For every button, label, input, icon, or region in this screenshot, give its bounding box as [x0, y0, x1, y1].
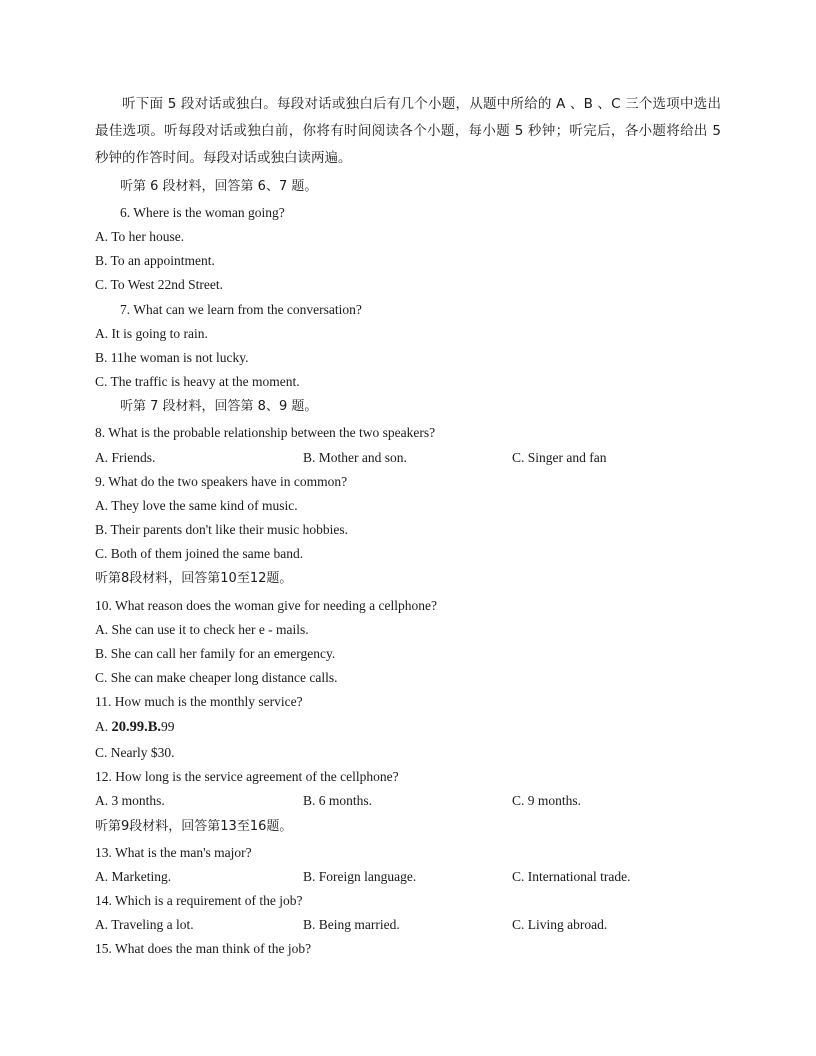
question-8-option-a: A. Friends.: [95, 450, 156, 465]
question-12: 12. How long is the service agreement of the cellphone?: [95, 769, 399, 784]
instructions-paragraph: 听下面 5 段对话或独白。每段对话或独白后有几个小题，从题中所给的 A 、B 、C 三个选项中选出最佳选项。听每段对话或独白前，你将有时间阅读各个小题，每小题 5 秒钟；听完后，各小题将给出 5 秒钟的作答时间。每段对话或独白读两遍。: [95, 96, 721, 166]
question-6: 6. Where is the woman going?: [120, 205, 285, 220]
section-7-heading: 听第 7 段材料，回答第 8、9 题。: [120, 399, 318, 414]
section-8-heading: 听第8段材料，回答第10至12题。: [95, 571, 293, 586]
question-9-option-c: C. Both of them joined the same band.: [95, 546, 304, 561]
question-11-options-ab: [95, 719, 175, 735]
question-14-option-b: B. Being married.: [303, 917, 400, 932]
question-14-option-a: A. Traveling a lot.: [95, 917, 194, 932]
option-suffix: 99: [161, 719, 175, 734]
question-6-option-a: A. To her house.: [95, 229, 185, 244]
question-9: 9. What do the two speakers have in common?: [95, 474, 348, 489]
question-13-option-a: A. Marketing.: [95, 869, 172, 884]
option-prefix: A.: [95, 719, 112, 734]
question-8: 8. What is the probable relationship between the two speakers?: [95, 425, 436, 440]
section-9-heading: 听第9段材料，回答第13至16题。: [95, 819, 293, 834]
question-12-option-a: A. 3 months.: [95, 793, 165, 808]
question-10-option-b: B. She can call her family for an emergency.: [95, 646, 336, 661]
question-7: 7. What can we learn from the conversation?: [120, 302, 362, 317]
question-8-option-c: C. Singer and fan: [512, 450, 607, 465]
section-6-heading: 听第 6 段材料，回答第 6、7 题。: [120, 179, 318, 194]
question-10: 10. What reason does the woman give for needing a cellphone?: [95, 598, 438, 613]
question-9-option-b: B. Their parents don't like their music hobbies.: [95, 522, 349, 537]
question-10-option-a: A. She can use it to check her e - mails.: [95, 622, 309, 637]
question-12-option-b: B. 6 months.: [303, 793, 373, 808]
option-bold-text: 20.99.B.: [111, 719, 162, 735]
question-6-option-b: B. To an appointment.: [95, 253, 215, 268]
question-6-option-c: C. To West 22nd Street.: [95, 277, 223, 292]
question-13: 13. What is the man's major?: [95, 845, 252, 860]
question-8-option-b: B. Mother and son.: [303, 450, 407, 465]
question-13-option-c: C. International trade.: [512, 869, 631, 884]
question-14: 14. Which is a requirement of the job?: [95, 893, 303, 908]
question-11: 11. How much is the monthly service?: [95, 694, 303, 709]
question-11-option-c: C. Nearly $30.: [95, 745, 175, 760]
question-9-option-a: A. They love the same kind of music.: [95, 498, 298, 513]
question-10-option-c: C. She can make cheaper long distance calls.: [95, 670, 338, 685]
question-12-option-c: C. 9 months.: [512, 793, 582, 808]
question-14-option-c: C. Living abroad.: [512, 917, 608, 932]
question-7-option-c: C. The traffic is heavy at the moment.: [95, 374, 300, 389]
question-13-option-b: B. Foreign language.: [303, 869, 417, 884]
question-7-option-a: A. It is going to rain.: [95, 326, 208, 341]
question-7-option-b: B. 11he woman is not lucky.: [95, 350, 249, 365]
question-15: 15. What does the man think of the job?: [95, 941, 312, 956]
